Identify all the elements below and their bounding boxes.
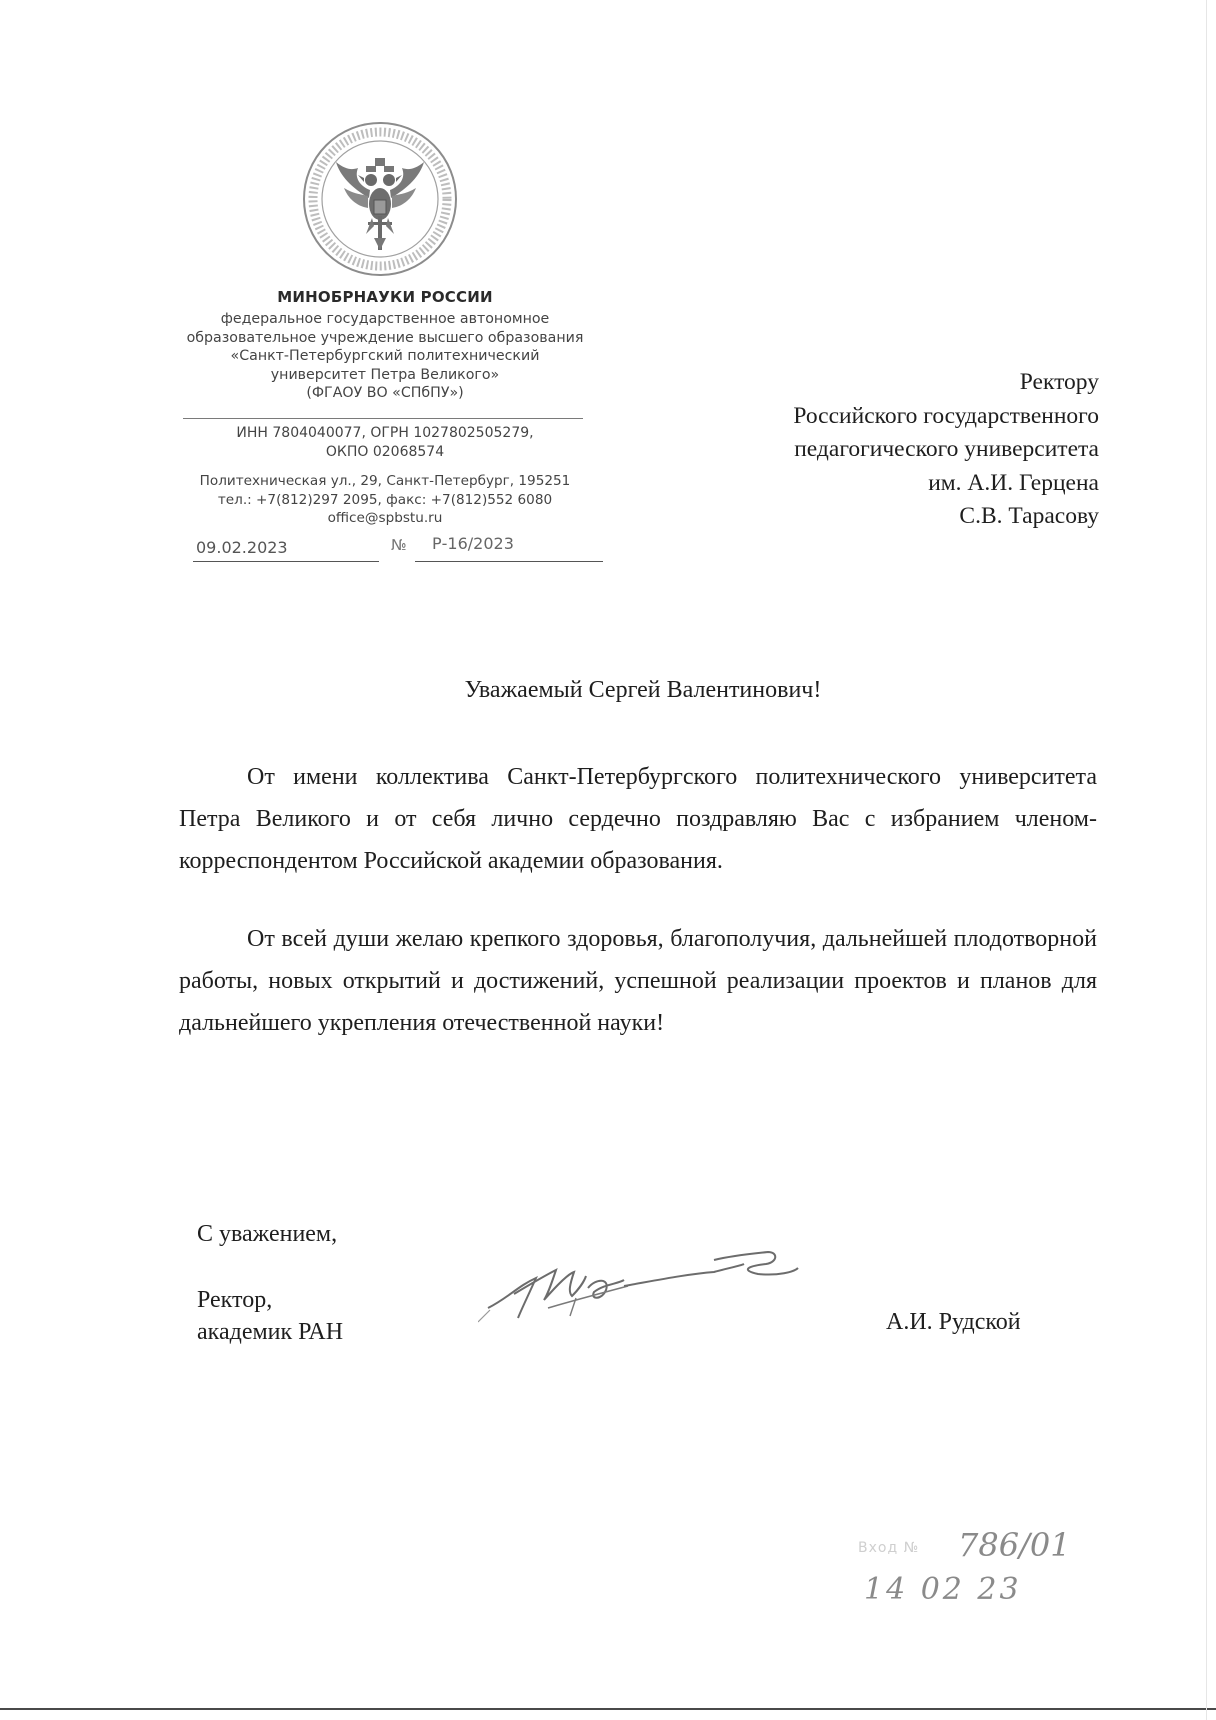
position-line: Ректор, <box>197 1287 273 1313</box>
page-bottom-edge <box>0 1708 1216 1710</box>
org-line: (ФГАОУ ВО «СПбПУ») <box>306 385 464 401</box>
page-right-edge <box>1206 0 1207 1720</box>
date-underline <box>193 561 379 562</box>
position-line: академик РАН <box>197 1319 344 1345</box>
body-paragraph: От всей души желаю крепкого здоровья, благополучия, дальнейшей плодотворной работы, новых открытий и достижений, успешной реализации проектов и планов для дальнейшего укрепления отечественной науки! <box>179 926 1097 1036</box>
salutation: Уважаемый Сергей Валентинович! <box>464 677 822 703</box>
org-line: «Санкт-Петербургский политехнический <box>230 348 540 364</box>
org-line: федеральное государственное автономное <box>220 311 550 327</box>
phone-line: тел.: +7(812)297 2095, факс: +7(812)552 6080 <box>217 491 553 508</box>
org-line: университет Петра Великого» <box>270 366 500 383</box>
number-underline <box>415 561 603 562</box>
organization-name <box>180 310 590 403</box>
addressee-line: педагогического университета <box>794 436 1099 463</box>
closing-phrase: С уважением, <box>197 1221 338 1247</box>
addressee-line: Ректору <box>1019 369 1099 395</box>
stamp-date: 14 02 23 <box>864 1572 1022 1607</box>
number-sign: № <box>391 536 407 554</box>
body-paragraph: От имени коллектива Санкт-Петербургского политехнического университета Петра Великого и от себя лично сердечно поздравляю Вас с избранием членом-корреспондентом Российской академии образования. <box>179 764 1097 874</box>
address-line: Политехническая ул., 29, Санкт-Петербург, 195251 <box>199 473 571 489</box>
email-line: office@spbstu.ru <box>327 510 443 526</box>
reg-line: ИНН 7804040077, ОГРН 1027802505279, <box>236 425 534 441</box>
addressee-line: Российского государственного <box>793 402 1099 429</box>
addressee-line: им. А.И. Герцена <box>928 469 1099 496</box>
contact-info <box>180 472 590 528</box>
outgoing-date: 09.02.2023 <box>196 538 288 557</box>
ministry-title: МИНОБРНАУКИ РОССИИ <box>277 288 493 306</box>
reg-line: ОКПО 02068574 <box>325 443 445 460</box>
letterhead-divider <box>183 418 583 419</box>
incoming-stamp <box>858 1526 1088 1616</box>
stamp-number: 786/01 <box>958 1526 1071 1564</box>
registration-info <box>180 424 590 461</box>
university-emblem-icon <box>300 118 460 280</box>
signer-name: А.И. Рудской <box>886 1309 1021 1335</box>
signer-position <box>197 1284 343 1348</box>
org-line: образовательное учреждение высшего образования <box>186 329 584 346</box>
stamp-label: Вход № <box>858 1540 920 1556</box>
addressee-line: С.В. Тарасову <box>959 503 1099 530</box>
addressee-block <box>793 366 1099 534</box>
handwritten-signature-icon <box>478 1238 808 1338</box>
outgoing-number: Р-16/2023 <box>432 534 514 553</box>
